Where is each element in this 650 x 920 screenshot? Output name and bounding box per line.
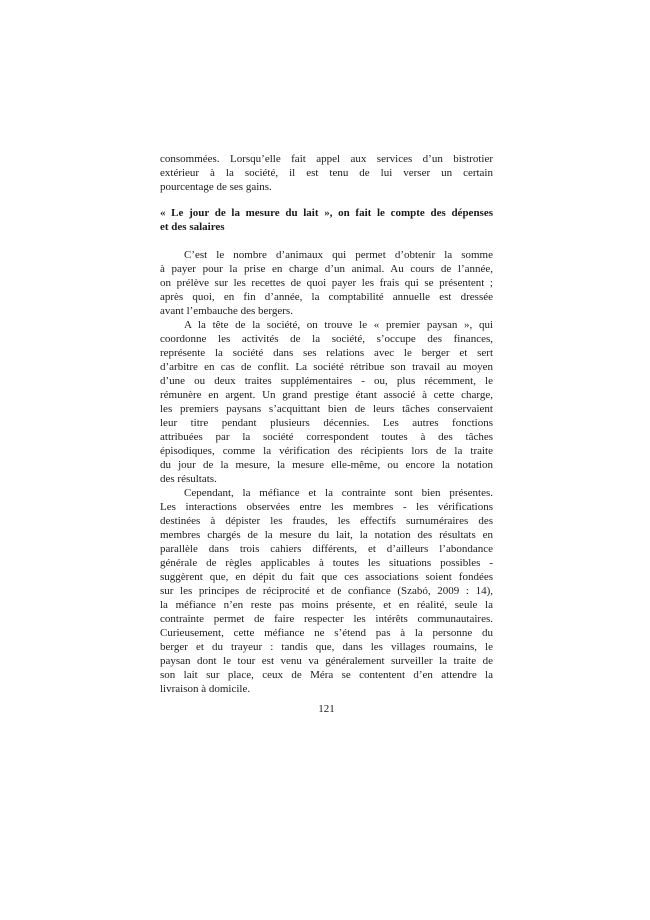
text-line: berger et du trayeur : tandis que, dans les villages roumains, le — [160, 641, 493, 653]
text-line: les premiers paysans s’acquittant bien de leurs tâches conservaient — [160, 403, 493, 415]
text-line: avant l’embauche des bergers. — [160, 305, 293, 317]
paragraph — [160, 248, 493, 318]
text-line: et des salaires — [160, 221, 225, 233]
text-line: on prélève sur les recettes de quoi payer les frais qui se présentent ; — [160, 277, 493, 289]
text-line: Curieusement, cette méfiance ne s’étend pas à la personne du — [160, 627, 493, 639]
text-line: livraison à domicile. — [160, 683, 251, 695]
text-line: des résultats. — [160, 473, 217, 485]
text-line: paysan dont le tour est venu va généralement surveiller la traite de — [160, 655, 493, 667]
text-line: leur titre pendant plusieurs décennies. Les autres fonctions — [160, 417, 493, 429]
text-line: après quoi, en fin d’année, la comptabilité annuelle est dressée — [160, 291, 493, 303]
text-block — [160, 152, 493, 696]
text-line: attribuées par la société correspondent toutes à des tâches — [160, 431, 493, 443]
text-line: suggèrent que, en dépit du fait que ces associations soient fondées — [160, 571, 493, 583]
text-line: destinées à dépister les fraudes, les effectifs surnuméraires des — [160, 515, 493, 527]
page-number: 121 — [318, 703, 335, 715]
text-line: pourcentage de ses gains. — [160, 181, 272, 193]
text-line: épisodiques, comme la vérification des récipients lors de la traite — [160, 445, 493, 457]
text-line: d’arbitre en cas de conflit. La société rétribue son travail au moyen — [160, 361, 493, 373]
text-line: parallèle dans trois cahiers différents, et d’ailleurs l’abondance — [160, 543, 493, 555]
text-line: la méfiance n’en reste pas moins présente, et en réalité, seule la — [160, 599, 493, 611]
section-heading — [160, 206, 493, 234]
text-line: « Le jour de la mesure du lait », on fait le compte des dépenses — [160, 207, 493, 219]
text-line: à payer pour la prise en charge d’un animal. Au cours de l’année, — [160, 263, 493, 275]
paragraph — [160, 486, 493, 696]
text-line: Les interactions observées entre les membres - les vérifications — [160, 501, 493, 513]
text-line: générale de règles applicables à toutes les situations possibles - — [160, 557, 493, 569]
text-line: consommées. Lorsqu’elle fait appel aux services d’un bistrotier — [160, 153, 493, 165]
text-line: son lait sur place, ceux de Méra se contentent d’en attendre la — [160, 669, 493, 681]
text-line: C’est le nombre d’animaux qui permet d’obtenir la somme — [184, 249, 493, 261]
text-line: extérieur à la société, il est tenu de lui verser un certain — [160, 167, 493, 179]
text-line: rémunère en argent. Un grand prestige étant associé à cette charge, — [160, 389, 493, 401]
paragraph — [160, 318, 493, 486]
text-line: Cependant, la méfiance et la contrainte sont bien présentes. — [184, 487, 493, 499]
text-line: d’une ou deux traites supplémentaires - ou, plus récemment, le — [160, 375, 493, 387]
paragraph — [160, 152, 493, 194]
text-line: membres chargés de la mesure du lait, la notation des résultats en — [160, 529, 493, 541]
text-line: représente la société dans ses relations avec le berger et sert — [160, 347, 493, 359]
text-line: coordonne les activités de la société, s’occupe des finances, — [160, 333, 493, 345]
text-line: du jour de la mesure, la mesure elle-même, ou encore la notation — [160, 459, 493, 471]
text-line: A la tête de la société, on trouve le « premier paysan », qui — [184, 319, 493, 331]
text-line: contrainte permet de faire respecter les intérêts communautaires. — [160, 613, 493, 625]
text-line: sur les principes de réciprocité et de confiance (Szabó, 2009 : 14), — [160, 585, 493, 597]
